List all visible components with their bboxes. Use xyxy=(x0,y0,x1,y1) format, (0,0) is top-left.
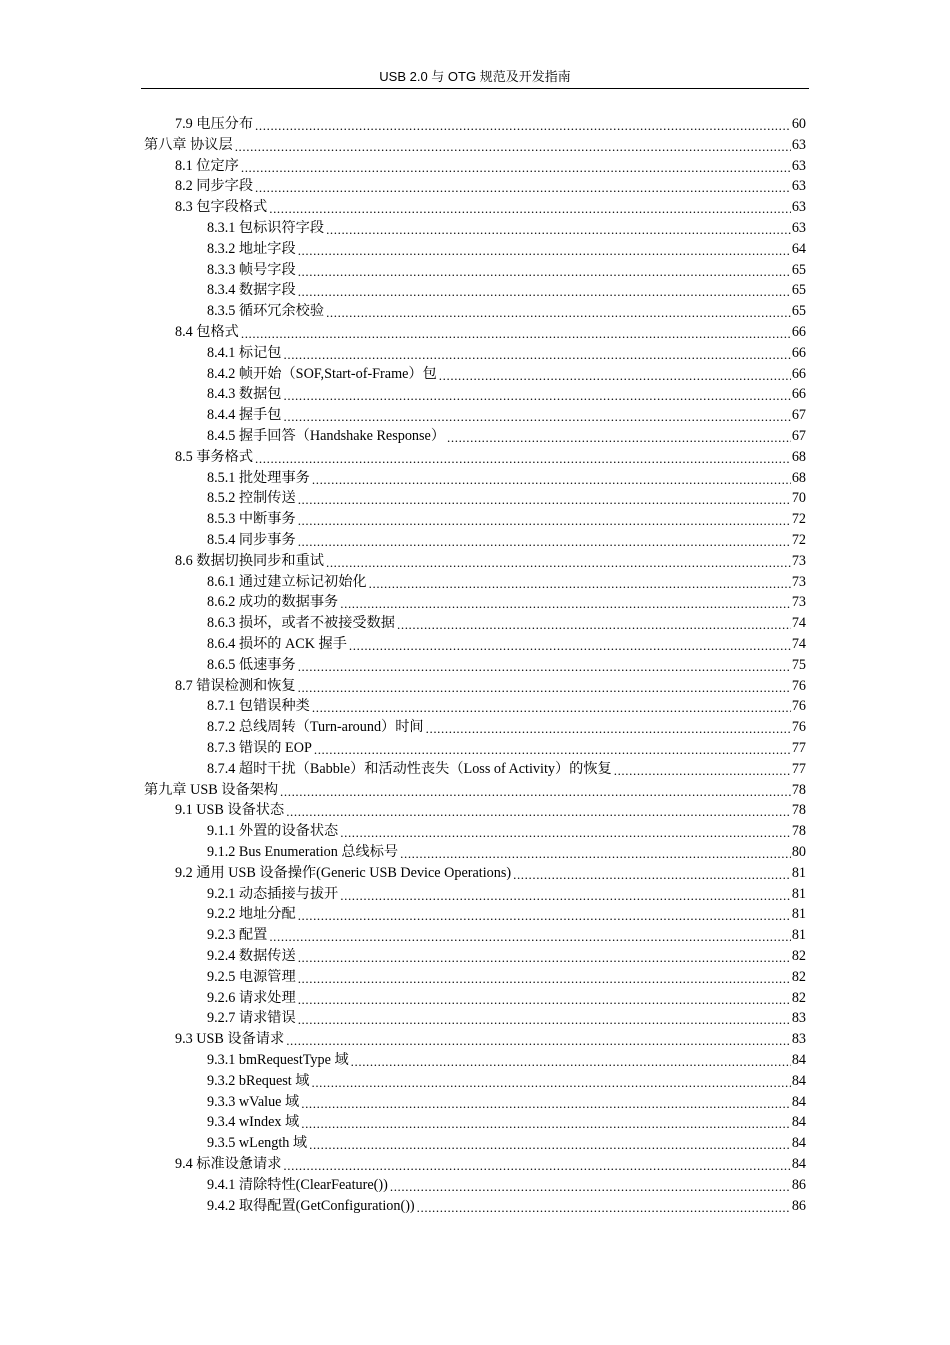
toc-dot-leader xyxy=(447,426,791,446)
toc-entry-title: 8.6.1 通过建立标记初始化 xyxy=(207,573,367,590)
toc-entry-title: 9.1.1 外置的设备状态 xyxy=(207,823,339,840)
toc-entry-title: 第九章 USB 设备架构 xyxy=(144,781,279,798)
toc-entry-title: 8.3 包字段格式 xyxy=(175,199,268,216)
toc-entry-page: 66 xyxy=(791,365,806,382)
toc-entry-title: 9.2.3 配置 xyxy=(207,927,268,944)
toc-entry[interactable] xyxy=(175,447,806,467)
toc-dot-leader xyxy=(286,1029,791,1049)
toc-entry-title: 9.3.3 wValue 域 xyxy=(207,1093,300,1110)
toc-dot-leader xyxy=(301,1112,791,1132)
toc-entry-title: 9.3.5 wLength 域 xyxy=(207,1135,308,1152)
toc-entry-title: 9.2.2 地址分配 xyxy=(207,906,296,923)
toc-dot-leader xyxy=(349,634,791,654)
header-rule xyxy=(141,88,809,89)
toc-entry-title: 9.2.1 动态插接与拔开 xyxy=(207,885,339,902)
toc-entry-page: 83 xyxy=(791,1010,806,1027)
toc-entry[interactable] xyxy=(207,967,806,987)
toc-entry[interactable] xyxy=(207,343,806,363)
toc-entry-title: 8.4.2 帧开始（SOF,Start-of-Frame）包 xyxy=(207,365,437,382)
toc-dot-leader xyxy=(390,1175,791,1195)
toc-entry-title: 9.2.7 请求错误 xyxy=(207,1010,296,1027)
toc-entry[interactable] xyxy=(207,821,806,841)
toc-entry[interactable] xyxy=(175,863,806,883)
toc-entry-title: 8.3.3 帧号字段 xyxy=(207,261,296,278)
toc-dot-leader xyxy=(241,322,791,342)
toc-entry-title: 8.6.5 低速事务 xyxy=(207,656,296,673)
toc-dot-leader xyxy=(439,364,791,384)
toc-dot-leader xyxy=(417,1196,791,1216)
toc-entry-title: 8.6.3 损坏，或者不被接受数据 xyxy=(207,615,395,632)
toc-dot-leader xyxy=(269,925,791,945)
toc-dot-leader xyxy=(309,1133,791,1153)
toc-dot-leader xyxy=(326,218,791,238)
toc-entry-page: 73 xyxy=(791,552,806,569)
toc-entry-page: 67 xyxy=(791,428,806,444)
toc-entry-page: 81 xyxy=(791,864,806,881)
toc-dot-leader xyxy=(298,904,791,924)
toc-dot-leader xyxy=(340,592,791,612)
toc-dot-leader xyxy=(284,405,791,425)
toc-entry-page: 81 xyxy=(791,927,806,944)
toc-dot-leader xyxy=(284,343,791,363)
toc-dot-leader xyxy=(397,613,791,633)
toc-entry[interactable] xyxy=(207,1175,806,1195)
toc-entry[interactable] xyxy=(207,364,806,384)
toc-entry-page: 77 xyxy=(791,760,806,777)
toc-entry[interactable] xyxy=(207,426,806,446)
toc-entry-page: 86 xyxy=(791,1176,806,1193)
toc-entry[interactable] xyxy=(175,551,806,571)
toc-entry[interactable] xyxy=(144,135,806,155)
toc-entry-title: 8.6.4 损坏的 ACK 握手 xyxy=(207,636,347,652)
toc-entry[interactable] xyxy=(207,1050,806,1070)
toc-entry[interactable] xyxy=(207,613,806,633)
toc-dot-leader xyxy=(298,239,791,259)
toc-entry[interactable] xyxy=(207,946,806,966)
toc-entry-page: 72 xyxy=(791,532,806,548)
toc-entry-page: 76 xyxy=(791,719,806,736)
toc-entry-page: 78 xyxy=(791,802,806,819)
toc-dot-leader xyxy=(301,1092,791,1112)
toc-entry[interactable] xyxy=(207,988,806,1008)
toc-dot-leader xyxy=(298,1008,791,1028)
toc-entry[interactable] xyxy=(207,759,806,779)
toc-entry-title: 9.3.4 wIndex 域 xyxy=(207,1114,300,1131)
toc-entry-title: 8.3.5 循环冗余校验 xyxy=(207,303,325,320)
toc-entry[interactable] xyxy=(207,509,806,529)
toc-entry-title: 9.4.2 取得配置(GetConfiguration()) xyxy=(207,1197,415,1214)
toc-entry-title: 9.3 USB 设备请求 xyxy=(175,1031,285,1048)
toc-entry[interactable] xyxy=(175,676,806,696)
toc-dot-leader xyxy=(614,759,791,779)
toc-entry-page: 84 xyxy=(791,1114,806,1131)
toc-entry[interactable] xyxy=(207,301,806,321)
toc-entry[interactable] xyxy=(207,260,806,280)
toc-dot-leader xyxy=(340,884,791,904)
toc-entry[interactable] xyxy=(207,1133,806,1153)
toc-entry-page: 66 xyxy=(791,344,806,361)
toc-entry[interactable] xyxy=(207,488,806,508)
toc-entry-title: 8.7.4 超时干扰（Babble）和活动性丧失（Loss of Activity）的恢复 xyxy=(207,760,612,777)
toc-entry[interactable] xyxy=(207,1092,806,1112)
toc-entry-title: 8.4.1 标记包 xyxy=(207,344,282,361)
toc-entry-title: 8.7.2 总线周转（Turn-around）时间 xyxy=(207,719,424,736)
toc-entry-title: 9.4.1 清除特性(ClearFeature()) xyxy=(207,1176,388,1193)
toc-entry-title: 9.2.4 数据传送 xyxy=(207,948,296,964)
toc-dot-leader xyxy=(298,988,791,1008)
toc-entry-page: 65 xyxy=(791,282,806,299)
toc-entry-page: 65 xyxy=(791,303,806,320)
toc-entry-title: 8.5 事务格式 xyxy=(175,448,254,465)
toc-entry-page: 73 xyxy=(791,594,806,611)
toc-entry[interactable] xyxy=(207,696,806,716)
toc-entry-page: 80 xyxy=(791,844,806,860)
toc-dot-leader xyxy=(298,676,791,696)
toc-entry[interactable] xyxy=(207,572,806,592)
toc-entry-title: 8.2 同步字段 xyxy=(175,178,254,195)
toc-entry-title: 9.2 通用 USB 设备操作(Generic USB Device Operations) xyxy=(175,864,512,881)
toc-entry-title: 8.3.4 数据字段 xyxy=(207,282,296,299)
toc-entry-page: 82 xyxy=(791,989,806,1006)
toc-dot-leader xyxy=(283,1154,790,1174)
toc-entry-page: 82 xyxy=(791,948,806,964)
toc-entry[interactable] xyxy=(207,530,806,550)
toc-entry-page: 63 xyxy=(791,157,806,174)
toc-entry-title: 8.5.4 同步事务 xyxy=(207,532,296,548)
toc-entry-page: 76 xyxy=(791,677,806,694)
toc-dot-leader xyxy=(298,655,791,675)
toc-entry-title: 9.3.2 bRequest 域 xyxy=(207,1072,310,1089)
toc-entry-page: 84 xyxy=(791,1156,806,1172)
toc-entry[interactable] xyxy=(207,738,806,758)
toc-entry[interactable] xyxy=(207,1008,806,1028)
toc-dot-leader xyxy=(255,447,791,467)
toc-entry[interactable] xyxy=(175,176,806,196)
toc-entry-page: 74 xyxy=(791,636,806,652)
toc-entry[interactable] xyxy=(175,800,806,820)
toc-dot-leader xyxy=(255,114,791,134)
toc-dot-leader xyxy=(326,551,791,571)
toc-dot-leader xyxy=(513,863,791,883)
toc-entry-page: 75 xyxy=(791,656,806,673)
toc-dot-leader xyxy=(340,821,791,841)
toc-entry-title: 7.9 电压分布 xyxy=(175,116,254,132)
toc-entry-page: 74 xyxy=(791,615,806,632)
toc-entry[interactable] xyxy=(175,322,806,342)
toc-entry[interactable] xyxy=(207,1071,806,1091)
toc-dot-leader xyxy=(298,509,791,529)
toc-entry-page: 77 xyxy=(791,740,806,756)
toc-entry-page: 86 xyxy=(791,1197,806,1214)
toc-entry[interactable] xyxy=(207,634,806,654)
toc-entry-page: 63 xyxy=(791,199,806,216)
toc-dot-leader xyxy=(298,946,791,966)
toc-entry-page: 63 xyxy=(791,220,806,236)
toc-entry-title: 8.1 位定序 xyxy=(175,157,239,174)
toc-dot-leader xyxy=(241,156,791,176)
toc-entry-page: 78 xyxy=(791,823,806,840)
toc-entry[interactable] xyxy=(207,842,806,862)
toc-entry[interactable] xyxy=(207,592,806,612)
toc-entry-page: 60 xyxy=(791,116,806,132)
toc-entry-title: 8.6 数据切换同步和重试 xyxy=(175,552,324,569)
toc-dot-leader xyxy=(326,301,791,321)
toc-dot-leader xyxy=(400,842,791,862)
toc-dot-leader xyxy=(298,260,791,280)
toc-entry-page: 70 xyxy=(791,490,806,507)
toc-entry-title: 第八章 协议层 xyxy=(144,136,233,153)
toc-entry[interactable] xyxy=(175,114,806,134)
toc-entry-title: 8.5.3 中断事务 xyxy=(207,511,296,528)
toc-dot-leader xyxy=(255,176,791,196)
toc-entry-title: 8.4.3 数据包 xyxy=(207,386,282,403)
toc-dot-leader xyxy=(280,780,791,800)
toc-entry-page: 83 xyxy=(791,1031,806,1048)
toc-entry[interactable] xyxy=(144,780,806,800)
toc-dot-leader xyxy=(311,1071,790,1091)
toc-entry[interactable] xyxy=(207,884,806,904)
toc-entry-page: 63 xyxy=(791,178,806,195)
toc-dot-leader xyxy=(298,488,791,508)
toc-entry-page: 63 xyxy=(791,136,806,153)
toc-entry-title: 8.3.2 地址字段 xyxy=(207,240,296,257)
toc-dot-leader xyxy=(286,800,791,820)
toc-entry-page: 84 xyxy=(791,1135,806,1152)
toc-entry-page: 65 xyxy=(791,261,806,278)
toc-entry-page: 84 xyxy=(791,1093,806,1110)
toc-entry[interactable] xyxy=(175,197,806,217)
toc-dot-leader xyxy=(351,1050,791,1070)
toc-entry-title: 8.7.3 错误的 EOP xyxy=(207,740,312,756)
toc-entry-page: 76 xyxy=(791,698,806,715)
toc-entry[interactable] xyxy=(207,405,806,425)
toc-entry-title: 9.4 标准设惫请求 xyxy=(175,1156,282,1172)
toc-entry-title: 9.1.2 Bus Enumeration 总线标号 xyxy=(207,844,399,860)
toc-entry-page: 81 xyxy=(791,885,806,902)
toc-entry[interactable] xyxy=(175,1029,806,1049)
toc-entry-page: 67 xyxy=(791,407,806,424)
toc-dot-leader xyxy=(298,530,791,550)
toc-entry-page: 78 xyxy=(791,781,806,798)
toc-entry[interactable] xyxy=(207,655,806,675)
toc-dot-leader xyxy=(235,135,791,155)
toc-entry-page: 66 xyxy=(791,386,806,403)
toc-entry-title: 8.7 错误检测和恢复 xyxy=(175,677,296,694)
toc-dot-leader xyxy=(426,717,791,737)
toc-entry-page: 66 xyxy=(791,324,806,340)
toc-entry[interactable] xyxy=(207,904,806,924)
toc-entry-title: 8.4.5 握手回答（Handshake Response） xyxy=(207,428,446,444)
toc-entry-title: 8.5.1 批处理事务 xyxy=(207,469,310,486)
toc-entry[interactable] xyxy=(175,156,806,176)
toc-entry-page: 73 xyxy=(791,573,806,590)
toc-entry-title: 8.4 包格式 xyxy=(175,324,239,340)
toc-entry-title: 8.7.1 包错误种类 xyxy=(207,698,310,715)
toc-dot-leader xyxy=(284,384,791,404)
toc-entry[interactable] xyxy=(207,468,806,488)
running-header: USB 2.0 与 OTG 规范及开发指南 xyxy=(379,69,571,84)
toc-entry-page: 68 xyxy=(791,469,806,486)
toc-entry[interactable] xyxy=(175,1154,806,1174)
toc-dot-leader xyxy=(269,197,791,217)
toc-entry-title: 9.2.5 电源管理 xyxy=(207,968,296,985)
toc-entry-title: 8.3.1 包标识符字段 xyxy=(207,220,325,236)
toc-entry[interactable] xyxy=(207,1196,806,1216)
toc-dot-leader xyxy=(314,738,791,758)
toc-dot-leader xyxy=(298,280,791,300)
toc-entry[interactable] xyxy=(207,717,806,737)
toc-entry-page: 84 xyxy=(791,1072,806,1089)
toc-dot-leader xyxy=(312,696,791,716)
toc-dot-leader xyxy=(298,967,791,987)
toc-entry-title: 9.2.6 请求处理 xyxy=(207,989,296,1006)
toc-entry-page: 81 xyxy=(791,906,806,923)
toc-entry-title: 9.1 USB 设备状态 xyxy=(175,802,285,819)
toc-dot-leader xyxy=(369,572,791,592)
toc-entry[interactable] xyxy=(207,280,806,300)
toc-dot-leader xyxy=(312,468,791,488)
toc-entry[interactable] xyxy=(207,218,806,238)
toc-entry-page: 72 xyxy=(791,511,806,528)
toc-entry-title: 9.3.1 bmRequestType 域 xyxy=(207,1052,349,1068)
toc-entry[interactable] xyxy=(207,239,806,259)
toc-entry-title: 8.5.2 控制传送 xyxy=(207,490,296,507)
toc-entry-page: 84 xyxy=(791,1052,806,1068)
toc-entry-page: 68 xyxy=(791,448,806,465)
toc-entry[interactable] xyxy=(207,384,806,404)
toc-entry[interactable] xyxy=(207,1112,806,1132)
toc-entry[interactable] xyxy=(207,925,806,945)
toc-entry-title: 8.4.4 握手包 xyxy=(207,407,282,424)
toc-entry-page: 82 xyxy=(791,968,806,985)
toc-entry-page: 64 xyxy=(791,240,806,257)
toc-entry-title: 8.6.2 成功的数据事务 xyxy=(207,594,339,611)
